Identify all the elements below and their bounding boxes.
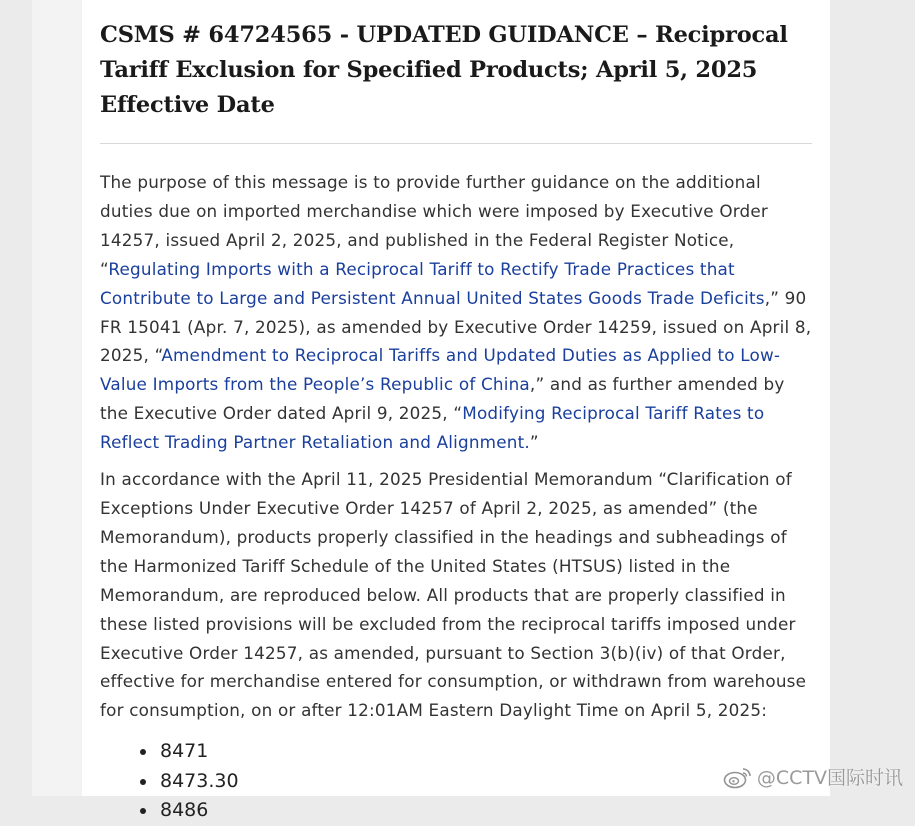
paragraph-memorandum: In accordance with the April 11, 2025 Presidential Memorandum “Clarification of Exceptions Under Executive Order 14257 of April 2, 2025, as amended” (the Memorandum), products properly classified in the headings and subheadings of the Harmonized Tariff Schedule of the United States (HTSUS) listed in the Memorandum, are reproduced below. All products that are properly classified in these listed provisions will be excluded from the reciprocal tariffs imposed under Executive Order 14257, as amended, pursuant to Section 3(b)(iv) of that Order, effective for merchandise entered for consumption, or withdrawn from warehouse for consumption, on or after 12:01AM Eastern Daylight Time on April 5, 2025: bbox=[100, 469, 807, 721]
paragraph-purpose-text-1: The purpose of this message is to provide further guidance on the additional duties due on imported merchandise which were imposed by Executive Order 14257, issued April 2, 2025, and published in the Federal Register Notice, “ bbox=[100, 172, 769, 279]
link-regulating-imports[interactable]: Regulating Imports with a Reciprocal Tariff to Rectify Trade Practices that Contribute to Large and Persistent Annual United States Goods Trade Deficits bbox=[100, 258, 765, 308]
list-item: 8486 bbox=[160, 796, 812, 826]
htsus-code-list bbox=[100, 737, 812, 826]
weibo-icon bbox=[723, 765, 753, 789]
link-modifying-reciprocal-tariff-rates[interactable]: Modifying Reciprocal Tariff Rates to Reflect Trading Partner Retaliation and Alignment. bbox=[100, 403, 765, 453]
paragraph-purpose-text-3: ,” and as further amended by the Executive Order dated April 9, 2025, “ bbox=[100, 374, 785, 424]
page-title: CSMS # 64724565 - UPDATED GUIDANCE – Reciprocal Tariff Exclusion for Specified Products; April 5, 2025 Effective Date bbox=[100, 22, 788, 118]
paragraph-purpose-text-4: ” bbox=[529, 432, 539, 453]
watermark-text: @CCTV国际时讯 bbox=[756, 767, 903, 789]
paragraph-purpose bbox=[100, 168, 812, 457]
title-divider bbox=[100, 143, 812, 144]
document-panel bbox=[82, 0, 830, 822]
watermark bbox=[723, 763, 903, 790]
document-content bbox=[100, 0, 812, 826]
link-amendment-reciprocal-tariffs[interactable]: Amendment to Reciprocal Tariffs and Updated Duties as Applied to Low-Value Imports from the People’s Republic of China bbox=[100, 345, 781, 395]
paragraph-purpose-text-2: ,” 90 FR 15041 (Apr. 7, 2025), as amended by Executive Order 14259, issued on April 8, 2025, “ bbox=[100, 287, 812, 366]
list-item: 8473.30 bbox=[160, 767, 812, 797]
list-item: 8471 bbox=[160, 737, 812, 767]
